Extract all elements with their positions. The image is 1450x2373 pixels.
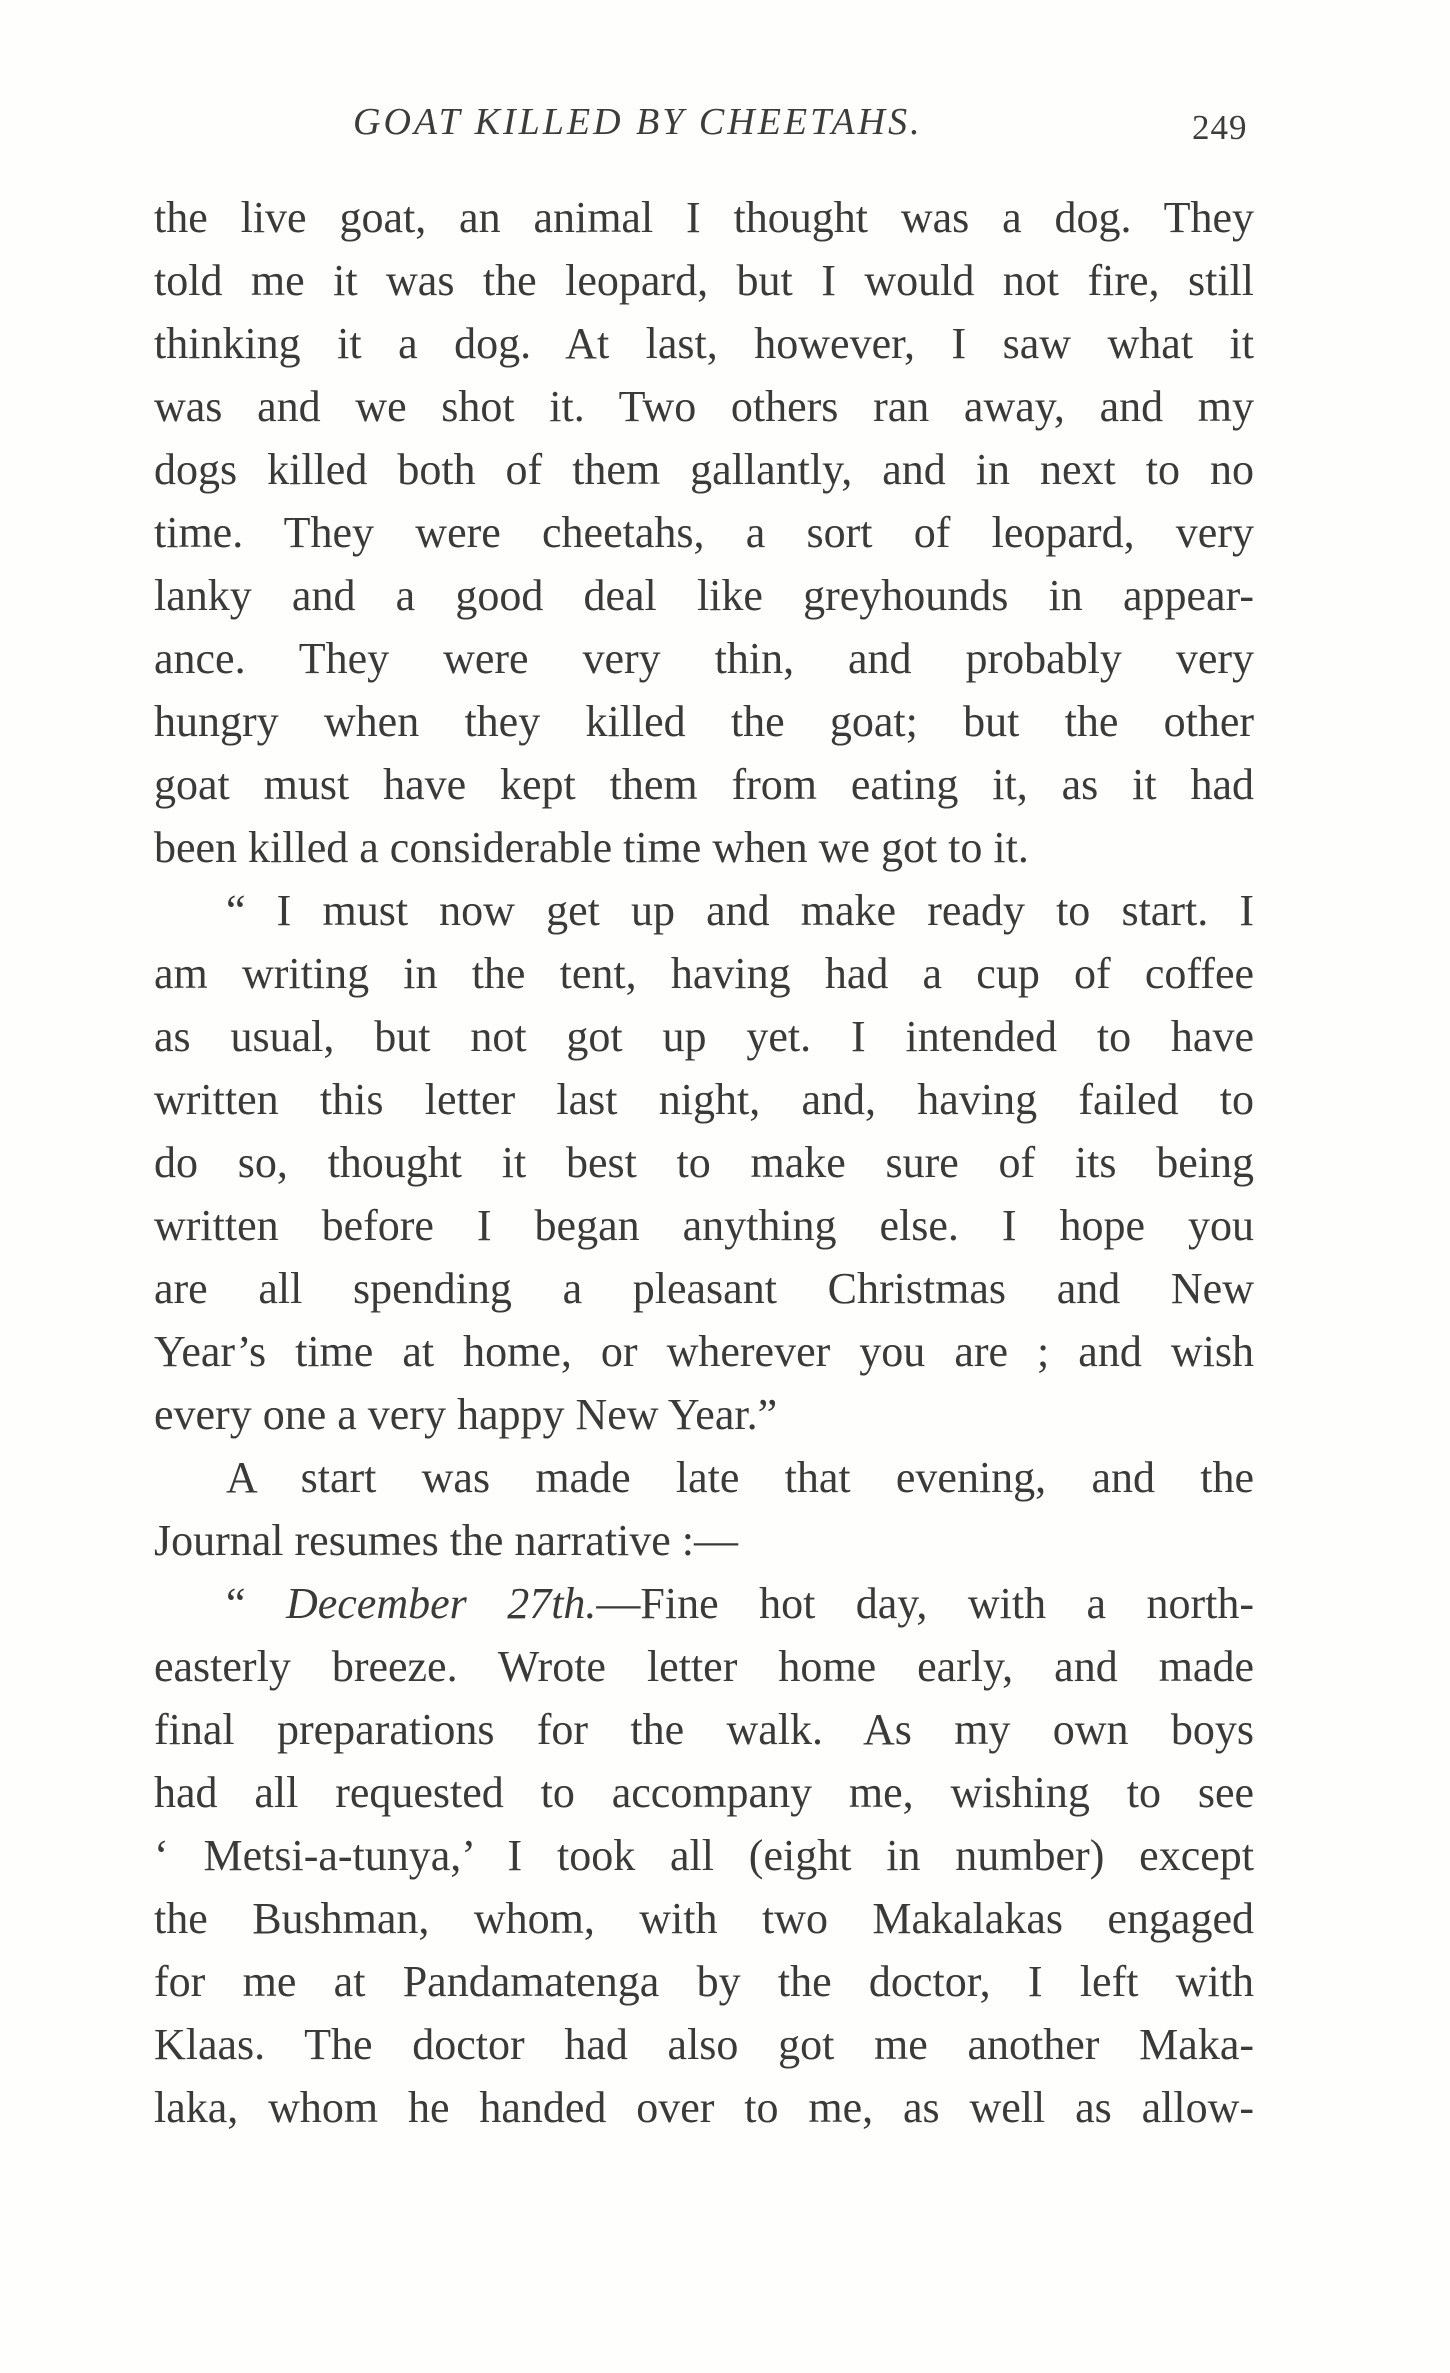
text-line: laka, whom he handed over to me, as well as allow-: [154, 2083, 1254, 2132]
text-line: for me at Pandamatenga by the doctor, I left with: [154, 1957, 1254, 2006]
text-line: told me it was the leopard, but I would not fire, still: [154, 256, 1254, 305]
text-line: been killed a considerable time when we got to it.: [154, 823, 1029, 872]
text-line: the Bushman, whom, with two Makalakas engaged: [154, 1894, 1254, 1943]
entry-date: December 27th.: [285, 1579, 597, 1628]
text-line: Journal resumes the narrative :—: [154, 1516, 739, 1565]
text-line: Year’s time at home, or wherever you are ; and wish: [154, 1327, 1254, 1376]
text-line: dogs killed both of them gallantly, and in next to no: [154, 445, 1254, 494]
text-line: the live goat, an animal I thought was a dog. They: [154, 193, 1254, 242]
text-line: Klaas. The doctor had also got me another Maka-: [154, 2020, 1254, 2069]
text-line: final preparations for the walk. As my own boys: [154, 1705, 1254, 1754]
text-line: ance. They were very thin, and probably very: [154, 634, 1254, 683]
text-line: was and we shot it. Two others ran away, and my: [154, 382, 1254, 431]
text-line: ‘ Metsi-a-tunya,’ I took all (eight in number) except: [154, 1831, 1254, 1880]
text-line: as usual, but not got up yet. I intended to have: [154, 1012, 1254, 1061]
text-line: A start was made late that evening, and the: [226, 1453, 1254, 1502]
text-line: thinking it a dog. At last, however, I saw what it: [154, 319, 1254, 368]
text-line: hungry when they killed the goat; but the other: [154, 697, 1254, 746]
text-line: every one a very happy New Year.”: [154, 1390, 778, 1439]
running-title: GOAT KILLED BY CHEETAHS.: [353, 101, 923, 143]
text-line: had all requested to accompany me, wishing to see: [154, 1768, 1254, 1817]
text-line: do so, thought it best to make sure of its being: [154, 1138, 1254, 1187]
text-line: written before I began anything else. I hope you: [154, 1201, 1254, 1250]
running-head: [0, 100, 1450, 160]
open-quote: “: [226, 1579, 286, 1628]
body-text: [154, 186, 1254, 2139]
dated-entry-line: [154, 1572, 1254, 1635]
entry-text: —Fine hot day, with a north-: [596, 1579, 1255, 1628]
text-line: goat must have kept them from eating it, as it had: [154, 760, 1254, 809]
text-line: time. They were cheetahs, a sort of leopard, very: [154, 508, 1254, 557]
text-line: easterly breeze. Wrote letter home early, and made: [154, 1642, 1254, 1691]
page-number: 249: [1192, 108, 1248, 147]
text-line: lanky and a good deal like greyhounds in appear-: [154, 571, 1254, 620]
text-line: are all spending a pleasant Christmas and New: [154, 1264, 1254, 1313]
text-line: written this letter last night, and, having failed to: [154, 1075, 1254, 1124]
text-line: “ I must now get up and make ready to start. I: [226, 886, 1254, 935]
text-line: am writing in the tent, having had a cup of coffee: [154, 949, 1254, 998]
